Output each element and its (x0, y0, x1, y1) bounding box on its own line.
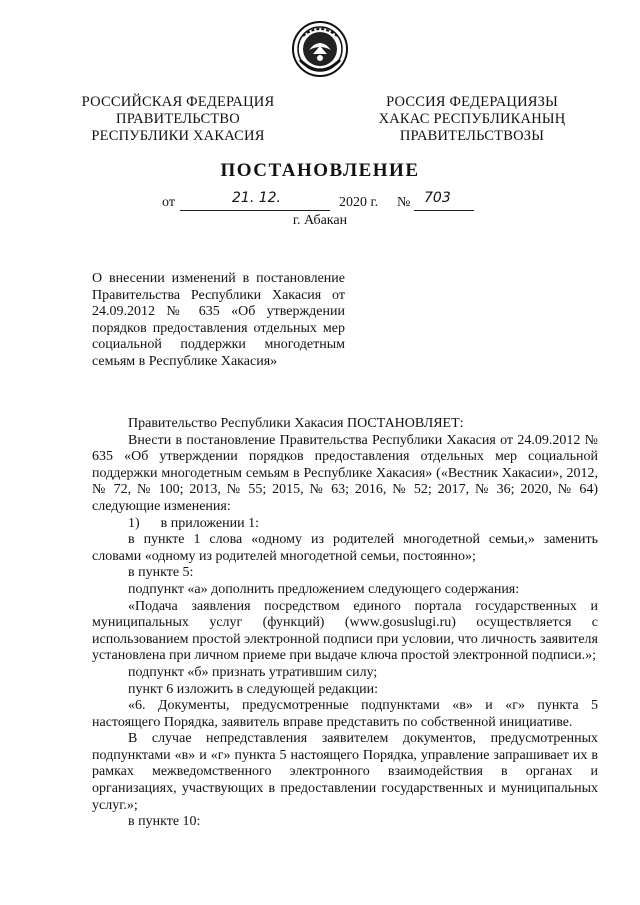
number-label: № (397, 195, 411, 210)
date-underline (180, 210, 330, 211)
header-left-line-3: РЕСПУБЛИКИ ХАКАСИЯ (91, 128, 265, 144)
body-paragraph: в пункте 5: (128, 565, 194, 581)
document-body (92, 416, 598, 831)
document-title: ПОСТАНОВЛЕНИЕ (220, 160, 420, 181)
body-paragraph: В случае непредставления заявителем документов, предусмотренных подпунктами «в» и «г» пункта 5 настоящего Порядка, управление запрашивает их в рамках межведомственного электронного взаимодействия в органах и организациях, участвующих в предоставлении государственных и муниципальных услуг.»; (92, 731, 598, 813)
body-paragraph: 1) в приложении 1: (128, 515, 259, 531)
number-underline (414, 210, 474, 211)
coat-of-arms-emblem (291, 20, 349, 78)
body-paragraph: Правительство Республики Хакасия ПОСТАНОВЛЯЕТ: (128, 416, 464, 431)
document-subject: О внесении изменений в постановление Правительства Республики Хакасия от 24.09.2012 № 635 «Об утверждении порядков предоставления отдельных мер социальной поддержки многодетным семьям в Республике Хакасия» (92, 271, 345, 369)
body-paragraph: «6. Документы, предусмотренные подпунктами «в» и «г» пункта 5 настоящего Порядка, заявитель вправе представить по собственной инициативе. (92, 698, 598, 730)
number-handwritten: 703 (424, 190, 451, 206)
body-paragraph: Внести в постановление Правительства Республики Хакасия от 24.09.2012 № 635 «Об утверждении порядков предоставления отдельных мер социальной поддержки многодетным семьям в Республике Хакасия» («Вестник Хакасии», 2012, № 72, № 100; 2013, № 55; 2015, № 63; 2016, № 52; 2017, № 36; 2020, № 64) следующие изменения: (92, 432, 598, 514)
header-right-block (372, 94, 572, 145)
date-from-label: от (162, 195, 175, 210)
body-paragraph: подпункт «б» признать утратившим силу; (128, 664, 378, 680)
body-paragraph: «Подача заявления посредством единого портала государственных и муниципальных услуг (функций) (www.gosuslugi.ru) осуществляется с использованием простой электронной подписи при условии, что личность заявителя установлена при личном приеме при выдаче ключа простой электронной подписи.»; (92, 598, 598, 664)
header-right-line-1: РОССИЯ ФЕДЕРАЦИЯЗЫ (386, 94, 558, 110)
header-right-line-2: ХАКАС РЕСПУБЛИКАНЫҢ (378, 111, 566, 127)
body-paragraph: в пункте 10: (128, 814, 201, 830)
header-left-block (78, 94, 278, 145)
header-left-line-1: РОССИЙСКАЯ ФЕДЕРАЦИЯ (81, 94, 275, 110)
header-right-line-3: ПРАВИТЕЛЬСТВОЗЫ (399, 128, 545, 144)
city-line: г. Абакан (292, 213, 348, 228)
body-paragraph: пункт 6 изложить в следующей редакции: (128, 681, 378, 697)
header-left-line-2: ПРАВИТЕЛЬСТВО (116, 111, 240, 127)
date-handwritten: 21. 12. (232, 190, 281, 206)
date-year: 2020 г. (339, 195, 379, 210)
body-paragraph: в пункте 1 слова «одному из родителей многодетной семьи,» заменить словами «одному из родителей многодетной семьи, постоянно»; (92, 532, 598, 564)
body-paragraph: подпункт «а» дополнить предложением следующего содержания: (128, 581, 520, 597)
